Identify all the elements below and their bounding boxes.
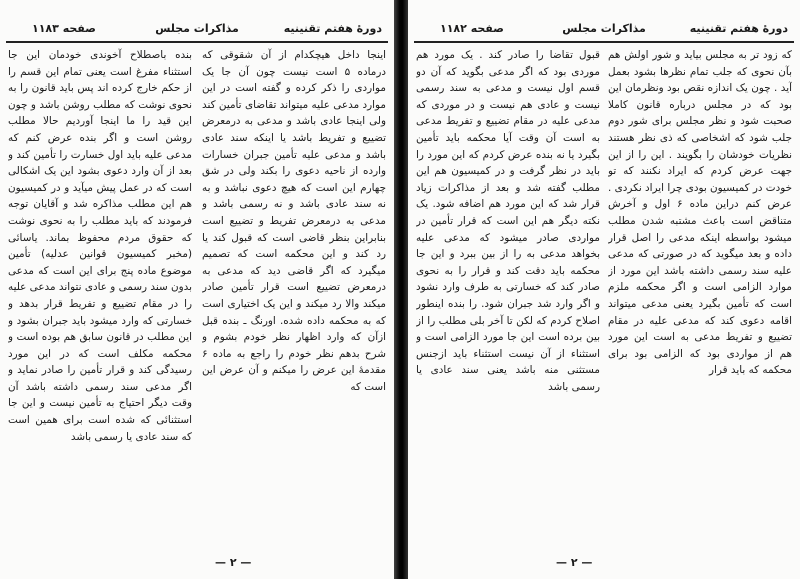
publication-title: مذاکرات مجلس <box>562 22 646 35</box>
left-page <box>0 0 394 579</box>
page-number: صفحه ۱۱۸۳ <box>32 22 96 35</box>
text-column-left: قبول تقاضا را صادر کند . یک مورد هم موردی بود که اگر مدعی بگوید که آن دو قسم اول نیست و مدعی به سند رسمی نیست و عادی هم نیست و در موردی که مدعی علیه در مقام تضییع و تفریط مدعی به است آن وقت آیا محکمه باید تأمین بگیرد یا نه بنده عرض کردم که این مورد را باید در نظر گرفت و در کمیسیون هم این مطلب گفته شد و بعد از مذاکرات زیاد قرار شد که این مورد هم اضافه شود. یک نکته دیگر هم این است که قرار تأمین در مواردی صادر میشود که مدعی علیه بخواهد مدعی به را از بین ببرد و این جا محکمه باید دقت کند و قرار را به نحوی صادر کند که خسارتی به طرف وارد نشود و اگر وارد شد جبران شود. را بنده اینطور اصلاح کردم که لکن تا آخر بلی مطلب را از بین برده است این جا مورد الزامی است و استثناء از آن نیست استثناء باید ازجنس مستثنی منه باشد یعنی سند عادی یا رسمی باشد <box>416 49 600 393</box>
page-footer: — ۲ — <box>556 556 593 569</box>
right-page <box>408 0 800 579</box>
publication-title: مذاکرات مجلس <box>155 22 239 35</box>
session-term: دورهٔ هفتم تقنینیه <box>689 22 788 35</box>
page-header <box>416 22 792 40</box>
text-column-left: بنده باصطلاح آخوندی خودمان این جا استثناء مفرغ است یعنی تمام این قسم را از حکم خارج کرده اند پس باید قانون را به نحوی نوشت که مطلب روشن باشد و چون این قید را ما اینجا آوردیم حالا مطلب روشن است و اگر بنده عرض کنم که مدعی علیه باید اول خسارت را تأمین کند و بعد از آن وارد دعوی بشود این یک اشکالی است که در عمل پیش میآید و در کمیسیون هم این مطلب مذاکره شد و آقایان توجه فرمودند که باید مطلب را به نحوی نوشت که حقوق مردم محفوظ بماند. یاسائی (مخبر کمیسیون قوانین عدلیه) تأمین موضوع ماده پنج برای این است که مدعی بدون سند رسمی و عادی نتواند مدعی علیه را در مقام تضییع و تفریط قرار بدهد و خسارتی که وارد میشود باید جبران بشود و این مطلب در قانون سابق هم بوده است و محکمه مکلف است که در این مورد رسیدگی کند و قرار تأمین را صادر نماید و اگر مدعی سند رسمی داشته باشد آن وقت دیگر احتیاج به تأمین نیست و این جا استثنائی که شده است برای همین است که سند عادی یا رسمی باشد <box>8 49 192 443</box>
session-term: دورهٔ هفتم تقنینیه <box>283 22 382 35</box>
text-column-right: که زود تر به مجلس بیاید و شور اولش هم بآن نحوی که جلب تمام نظرها بشود بعمل آید . چون یک اندازه نقص بود ونظرمان این بود که در مجلس درباره قانون کاملا صحبت شود و نظر مجلس برای شور دوم جلب شود که اشخاصی که ذی نظر هستند نظریات خودشان را بگویند . این را از این جهت عرض کردم که ایراد نکنند که تو خودت در کمیسیون بودی چرا ایراد نکردی . عرض کنم دراین ماده ۶ اول و آخرش متناقض است باعث مشتبه شدن مطلب میشود بواسطه اینکه مدعی را اصل قرار داده و بعد میگوید که در صورتی که مدعی علیه سند رسمی داشته باشد این مورد از موارد الزامی است و اگر محکمه ملزم است که تأمین بگیرد یعنی مدعی میتواند اقامه دعوی کند که مدعی علیه در مقام تضییع و تفریط مدعی به است این مورد هم از مواردی بود که الزامی بود برای محکمه که باید قرار <box>608 49 792 377</box>
page-header <box>8 22 386 40</box>
header-rule <box>6 41 388 43</box>
page-footer: — ۲ — <box>215 556 252 569</box>
book-binding-gutter <box>394 0 408 579</box>
text-column-right: اینجا داخل هیچکدام از آن شقوقی که درماده ۵ است نیست چون آن جا یک مواردی را ذکر کرده و گفته است در این موارد مدعی علیه میتواند تقاضای تأمین کند ولی اینجا عادی باشد و مدعی به درمعرض تضییع و تفریط باشد یا اینکه سند عادی باشد و مدعی علیه تأمین جبران خسارات وارده از ناحیه دعوی را بکند ولی در شق چهارم این است که هیچ دعوی نباشد و به نه سند عادی باشد و نه رسمی باشد و مدعی به درمعرض تفریط و تضییع است بنابراین بنظر قاضی است که قبول کند یا رد کند و این محکمه است که تصمیم میگیرد که اگر قاضی دید که مدعی به درمعرض تضییع است قرار تأمین صادر میکند والا رد میکند و این یک اختیاری است که به محکمه داده شده. اورنگ ـ بنده قبل ازآن که وارد اظهار نظر خودم بشوم و شرح بدهم نظر خودم را راجع به ماده ۶ مقدمهٔ این عرض را میکنم و آن عرض این است که <box>202 49 386 393</box>
page-number: صفحه ۱۱۸۲ <box>440 22 504 35</box>
header-rule <box>414 41 794 43</box>
